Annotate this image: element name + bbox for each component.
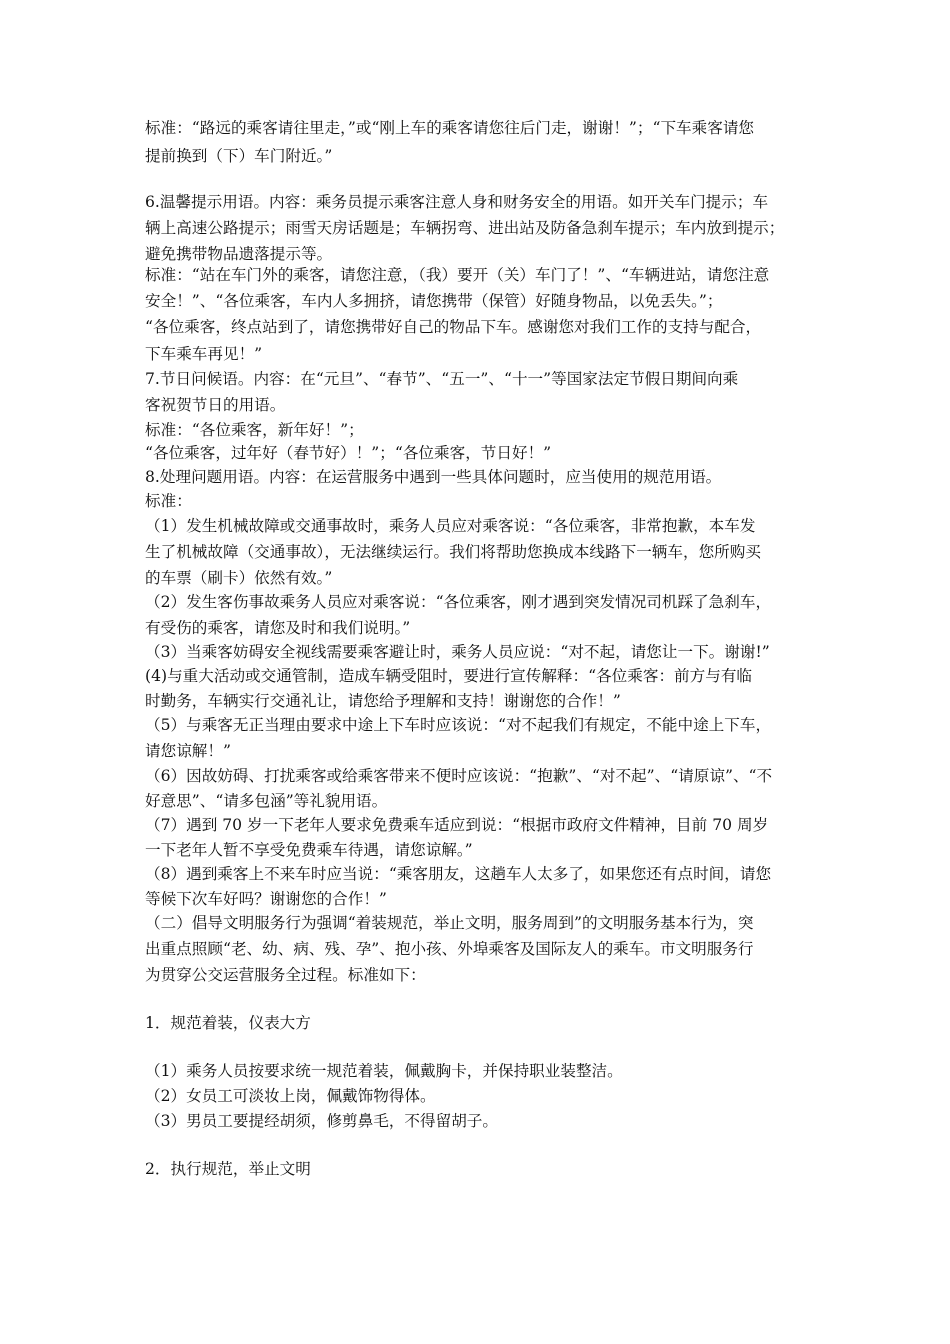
text-line: 时勤务，车辆实行交通礼让，请您给予理解和支持！谢谢您的合作！” xyxy=(145,692,621,710)
text-line: （1）发生机械故障或交通事故时，乘务人员应对乘客说：“各位乘客，非常抱歉，本车发 xyxy=(145,517,756,535)
text-line: 避免携带物品遗落提示等。 xyxy=(145,245,333,263)
text-line: 生了机械故障（交通事故），无法继续运行。我们将帮助您换成本线路下一辆车，您所购买 xyxy=(145,543,761,561)
text-line: （二）倡导文明服务行为强调“着装规范，举止文明，服务周到”的文明服务基本行为，突 xyxy=(145,914,754,932)
text-line: （6）因故妨碍、打扰乘客或给乘客带来不便时应该说：“抱歉”、“对不起”、“请原谅”、“不 xyxy=(145,767,773,785)
text-line: 标准：“站在车门外的乘客，请您注意，（我）要开（关）车门了！”、“车辆进站，请您注意 xyxy=(145,266,770,284)
text-line: 一下老年人暂不享受免费乘车待遇，请您谅解。” xyxy=(145,841,473,859)
text-line: 7.节日问候语。内容：在“元旦”、“春节”、“五一”、“十一”等国家法定节假日期间向乘 xyxy=(145,370,739,388)
text-line: （3）男员工要提经胡须，修剪鼻毛，不得留胡子。 xyxy=(145,1112,498,1130)
text-line: 请您谅解！” xyxy=(145,742,231,760)
text-line: (4)与重大活动或交通管制，造成车辆受阻时，要进行宣传解释：“各位乘客：前方与有临 xyxy=(145,667,753,685)
text-line: （2）女员工可淡妆上岗，佩戴饰物得体。 xyxy=(145,1087,436,1105)
text-line: 8.处理问题用语。内容：在运营服务中遇到一些具体问题时，应当使用的规范用语。 xyxy=(145,468,722,486)
text-line: 下车乘车再见！” xyxy=(145,345,263,363)
text-line: “各位乘客，终点站到了，请您携带好自己的物品下车。感谢您对我们工作的支持与配合， xyxy=(145,318,762,336)
text-line: 出重点照顾“老、幼、病、残、孕”、抱小孩、外埠乘客及国际友人的乘车。市文明服务行 xyxy=(145,940,754,958)
text-line: 好意思”、“请多包涵”等礼貌用语。 xyxy=(145,792,388,810)
section-heading: 1．规范着装，仪表大方 xyxy=(145,1014,311,1032)
text-line: 提前换到（下）车门附近。” xyxy=(145,147,333,165)
text-line: （3）当乘客妨碍安全视线需要乘客避让时，乘务人员应说：“对不起，请您让一下。谢谢!” xyxy=(145,643,770,661)
section-heading: 2．执行规范，举止文明 xyxy=(145,1160,311,1178)
text-line: 标准：“路远的乘客请往里走，”或“刚上车的乘客请您往后门走，谢谢！”；“下车乘客请您 xyxy=(145,119,755,137)
text-line: （2）发生客伤事故乘务人员应对乘客说：“各位乘客，刚才遇到突发情况司机踩了急刹车， xyxy=(145,593,772,611)
text-line: “各位乘客，过年好（春节好）！”；“各位乘客，节日好！” xyxy=(145,444,552,462)
text-line: 有受伤的乘客，请您及时和我们说明。” xyxy=(145,619,411,637)
text-line: 标准： xyxy=(145,492,192,510)
text-line: 为贯穿公交运营服务全过程。标准如下： xyxy=(145,966,426,984)
text-line: （7）遇到 70 岁一下老年人要求免费乘车适应到说：“根据市政府文件精神，目前 70 周岁 xyxy=(145,816,769,834)
text-line: 等候下次车好吗？谢谢您的合作！” xyxy=(145,890,387,908)
text-line: 的车票（刷卡）依然有效。” xyxy=(145,569,333,587)
text-line: （5）与乘客无正当理由要求中途上下车时应该说：“对不起我们有规定，不能中途上下车， xyxy=(145,716,772,734)
text-line: 标准：“各位乘客，新年好！”； xyxy=(145,421,364,439)
text-line: 6.温馨提示用语。内容：乘务员提示乘客注意人身和财务安全的用语。如开关车门提示；车 xyxy=(145,193,769,211)
text-line: 辆上高速公路提示；雨雪天房话题是；车辆拐弯、进出站及防备急刹车提示；车内放到提示； xyxy=(145,219,785,237)
text-line: 客祝贺节日的用语。 xyxy=(145,396,286,414)
text-line: （8）遇到乘客上不来车时应当说：“乘客朋友，这趟车人太多了，如果您还有点时间，请您 xyxy=(145,865,772,883)
text-line: 安全！”、“各位乘客，车内人多拥挤，请您携带（保管）好随身物品，以免丢失。”； xyxy=(145,292,723,310)
text-line: （1）乘务人员按要求统一规范着装，佩戴胸卡，并保持职业装整洁。 xyxy=(145,1062,623,1080)
